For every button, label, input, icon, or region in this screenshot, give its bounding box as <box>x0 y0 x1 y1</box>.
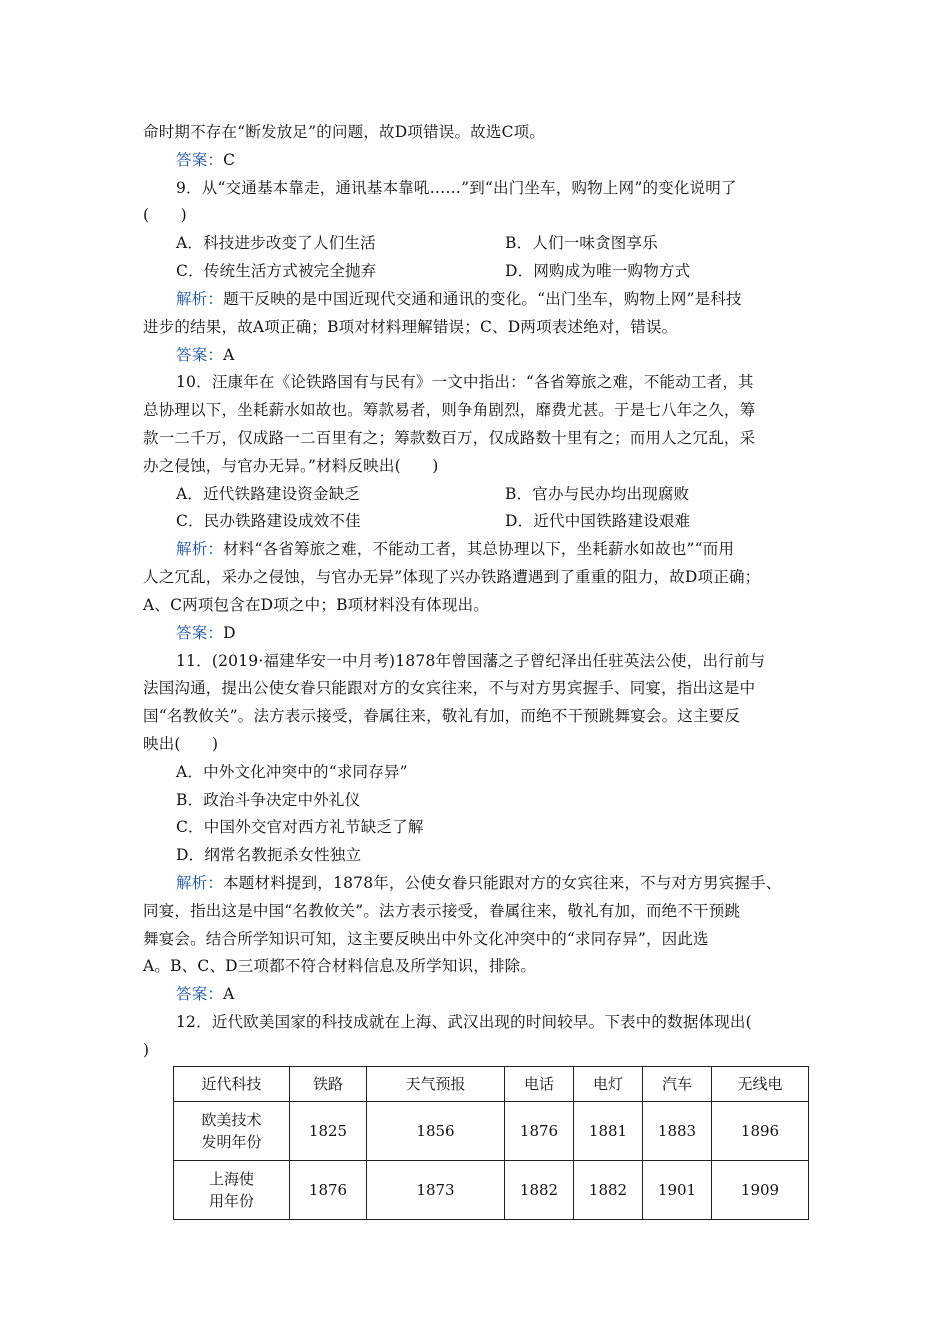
question-12: 12．近代欧美国家的科技成就在上海、武汉出现的时间较早。下表中的数据体现出( <box>176 1013 752 1031</box>
table-header-row <box>174 1067 809 1102</box>
question-10-option-d: D．近代中国铁路建设艰难 <box>505 512 691 530</box>
question-11-line3: 国“名教攸关”。法方表示接受，眷属往来，敬礼有加，而绝不干预跳舞宴会。这主要反 <box>143 707 741 725</box>
question-9-bracket: ( ) <box>143 206 187 224</box>
data-table <box>173 1066 809 1220</box>
table-header-cell: 汽车 <box>643 1067 712 1102</box>
question-10-line4: 办之侵蚀，与官办无异。”材料反映出( ) <box>143 457 439 475</box>
answer-11 <box>176 983 235 1005</box>
table-row <box>174 1161 809 1220</box>
table-cell: 1873 <box>367 1161 505 1220</box>
question-10-option-c: C．民办铁路建设成效不佳 <box>176 512 361 530</box>
row-label-cell <box>174 1161 290 1220</box>
answer-label: 答案： <box>176 624 224 642</box>
question-11-line4: 映出( ) <box>143 735 219 753</box>
explanation-9-line2: 进步的结果，故A项正确；B项对材料理解错误；C、D两项表述绝对，错误。 <box>143 318 678 336</box>
row-label-line: 发明年份 <box>201 1133 262 1151</box>
answer-value: D <box>223 624 236 642</box>
table-cell: 1876 <box>290 1161 367 1220</box>
row-label-cell <box>174 1102 290 1161</box>
explanation-text: 本题材料提到，1878年，公使女眷只能跟对方的女宾往来，不与对方男宾握手、 <box>223 874 782 892</box>
explanation-label: 解析： <box>176 290 224 308</box>
answer-10 <box>176 622 236 644</box>
question-9-option-d: D．网购成为唯一购物方式 <box>505 262 691 280</box>
explanation-11 <box>176 872 781 894</box>
question-11-line2: 法国沟通，提出公使女眷只能跟对方的女宾往来，不与对方男宾握手、同宴，指出这是中 <box>143 679 756 697</box>
explanation-10 <box>176 538 734 560</box>
table-cell: 1901 <box>643 1161 712 1220</box>
explanation-11-line4: A。B、C、D三项都不符合材料信息及所学知识，排除。 <box>143 957 537 975</box>
answer-label: 答案： <box>176 346 224 364</box>
table-cell: 1883 <box>643 1102 712 1161</box>
question-9-option-b: B．人们一味贪图享乐 <box>505 234 658 252</box>
answer-value: A <box>223 985 235 1003</box>
answer-9 <box>176 344 235 366</box>
table-cell: 1856 <box>367 1102 505 1161</box>
question-10: 10．汪康年在《论铁路国有与民有》一文中指出：“各省筹旅之难，不能动工者，其 <box>176 373 754 391</box>
explanation-10-line3: A、C两项包含在D项之中；B项材料没有体现出。 <box>143 596 489 614</box>
question-9-option-c: C．传统生活方式被完全抛弃 <box>176 262 377 280</box>
explanation-9 <box>176 288 742 310</box>
answer-value: A <box>223 346 235 364</box>
table-header-cell: 近代科技 <box>174 1067 290 1102</box>
table-row <box>174 1102 809 1161</box>
table-cell: 1909 <box>712 1161 809 1220</box>
table-header-cell: 天气预报 <box>367 1067 505 1102</box>
question-11-option-a: A．中外文化冲突中的“求同存异” <box>176 763 408 781</box>
table-header-cell: 电话 <box>505 1067 574 1102</box>
answer-value: C <box>223 151 236 169</box>
explanation-10-line2: 人之冗乱，采办之侵蚀，与官办无异”体现了兴办铁路遭遇到了重重的阻力，故D项正确； <box>143 568 761 586</box>
explanation-text: 题干反映的是中国近现代交通和通讯的变化。“出门坐车，购物上网”是科技 <box>223 290 742 308</box>
question-11-option-b: B．政治斗争决定中外礼仪 <box>176 791 361 809</box>
table-cell: 1881 <box>574 1102 643 1161</box>
explanation-11-line3: 舞宴会。结合所学知识可知，这主要反映出中外文化冲突中的“求同存异”，因此选 <box>143 930 709 948</box>
question-10-line2: 总协理以下，坐耗薪水如故也。筹款易者，则争角剧烈，靡费尤甚。于是七八年之久，筹 <box>143 401 756 419</box>
table-header-cell: 铁路 <box>290 1067 367 1102</box>
table-header-cell: 无线电 <box>712 1067 809 1102</box>
row-label-line: 上海使 <box>208 1170 254 1188</box>
question-10-option-b: B．官办与民办均出现腐败 <box>505 485 690 503</box>
table-header-cell: 电灯 <box>574 1067 643 1102</box>
explanation-11-line2: 同宴，指出这是中国“名教攸关”。法方表示接受，眷属往来，敬礼有加，而绝不干预跳 <box>143 902 741 920</box>
question-9: 9．从“交通基本靠走，通讯基本靠吼……”到“出门坐车，购物上网”的变化说明了 <box>176 179 737 197</box>
answer-label: 答案： <box>176 985 224 1003</box>
answer-label: 答案： <box>176 151 224 169</box>
row-label-line: 用年份 <box>208 1192 254 1210</box>
question-12-bracket: ) <box>143 1041 150 1059</box>
explanation-text: 材料“各省筹旅之难，不能动工者，其总协理以下，坐耗薪水如故也”“而用 <box>223 540 735 558</box>
question-10-option-a: A．近代铁路建设资金缺乏 <box>176 485 361 503</box>
question-9-option-a: A．科技进步改变了人们生活 <box>176 234 376 252</box>
answer-8 <box>176 149 235 171</box>
table-cell: 1896 <box>712 1102 809 1161</box>
table-cell: 1825 <box>290 1102 367 1161</box>
table-cell: 1876 <box>505 1102 574 1161</box>
table-cell: 1882 <box>574 1161 643 1220</box>
explanation-label: 解析： <box>176 874 224 892</box>
row-label-line: 欧美技术 <box>201 1111 262 1129</box>
table-cell: 1882 <box>505 1161 574 1220</box>
question-11-option-d: D．纲常名教扼杀女性独立 <box>176 846 362 864</box>
question-11: 11．(2019·福建华安一中月考)1878年曾国藩之子曾纪泽出任驻英法公使，出行前与 <box>176 652 766 670</box>
question-10-line3: 款一二千万，仅成路一二百里有之；筹款数百万，仅成路数十里有之；而用人之冗乱，采 <box>143 429 756 447</box>
explanation-label: 解析： <box>176 540 224 558</box>
question-11-option-c: C．中国外交官对西方礼节缺乏了解 <box>176 818 424 836</box>
explanation-8-end: 命时期不存在“断发放足”的问题，故D项错误。故选C项。 <box>143 123 546 141</box>
